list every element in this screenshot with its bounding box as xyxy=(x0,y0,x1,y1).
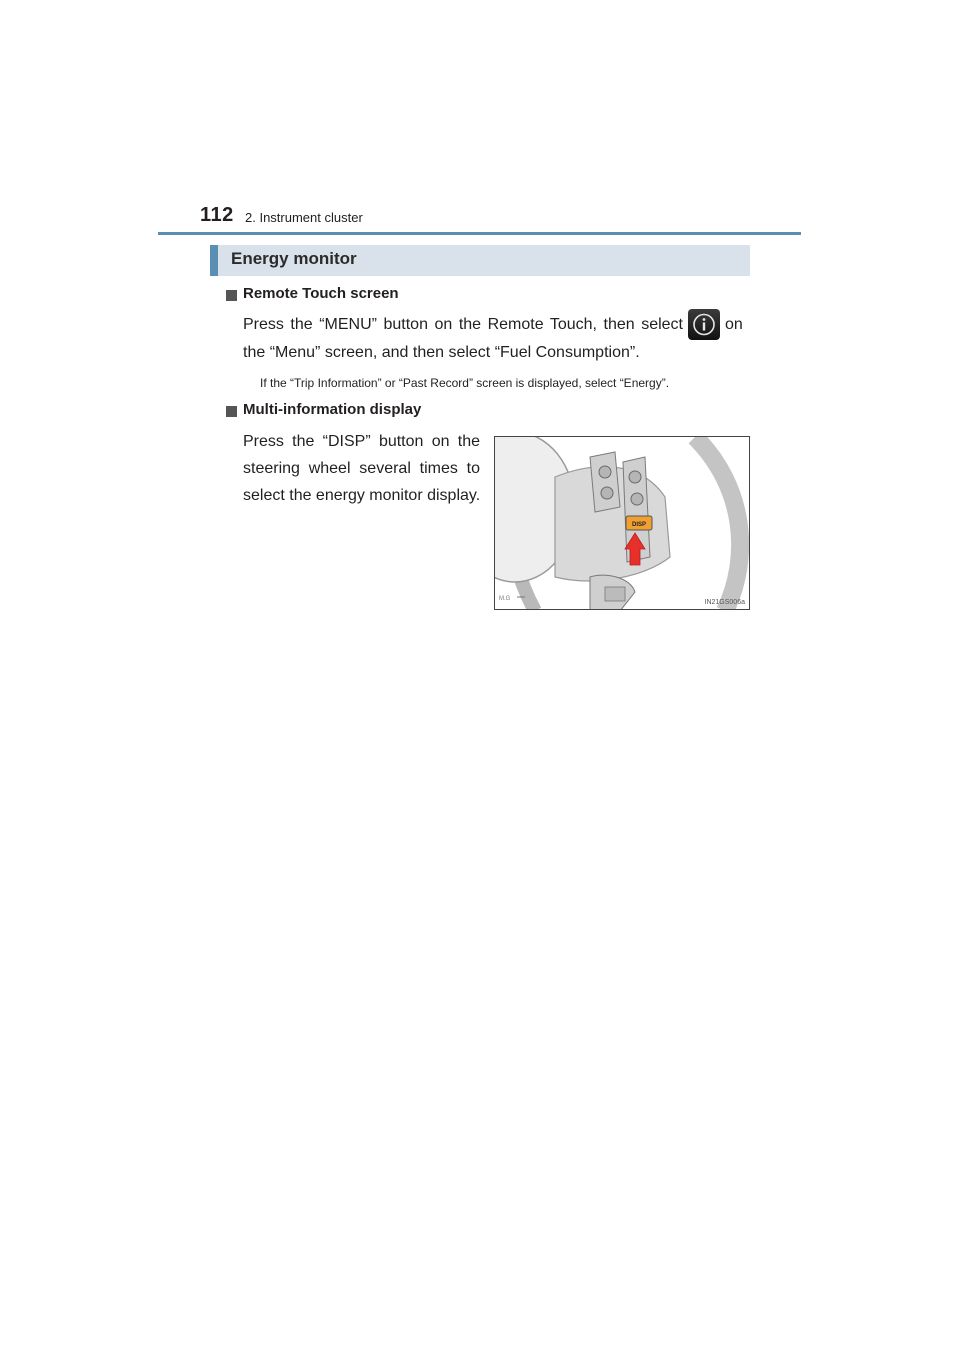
steering-wheel-illustration xyxy=(495,437,750,610)
section-title: Energy monitor xyxy=(231,249,357,268)
body-line: Press the “DISP” button on the xyxy=(243,433,480,450)
body-line: steering wheel several times to xyxy=(243,460,480,477)
body-text-segment: on xyxy=(725,316,743,333)
page-number: 112 xyxy=(200,204,234,226)
subheading-remote-touch: Remote Touch screen xyxy=(243,285,399,302)
subheading-multi-info: Multi-information display xyxy=(243,401,422,418)
body-line: select the energy monitor display. xyxy=(243,487,481,504)
body-text-segment: Press the “MENU” button on the Remote Touch, then select xyxy=(243,316,683,333)
steering-wheel-figure xyxy=(494,436,750,610)
bullet-square xyxy=(226,290,237,301)
header-rule xyxy=(158,232,801,235)
svg-text:M.G: M.G xyxy=(499,596,511,602)
disp-button-label: DISP xyxy=(631,522,647,528)
body-line xyxy=(243,311,683,339)
chapter-title: 2. Instrument cluster xyxy=(245,210,363,225)
section-header xyxy=(210,245,750,276)
body-line: the “Menu” screen, and then select “Fuel Consumption”. xyxy=(243,344,640,361)
note-text: If the “Trip Information” or “Past Record” screen is displayed, select “Energy”. xyxy=(260,376,670,390)
figure-code: IN21GS006a xyxy=(704,599,745,606)
bullet-square xyxy=(226,406,237,417)
info-icon xyxy=(688,309,720,340)
